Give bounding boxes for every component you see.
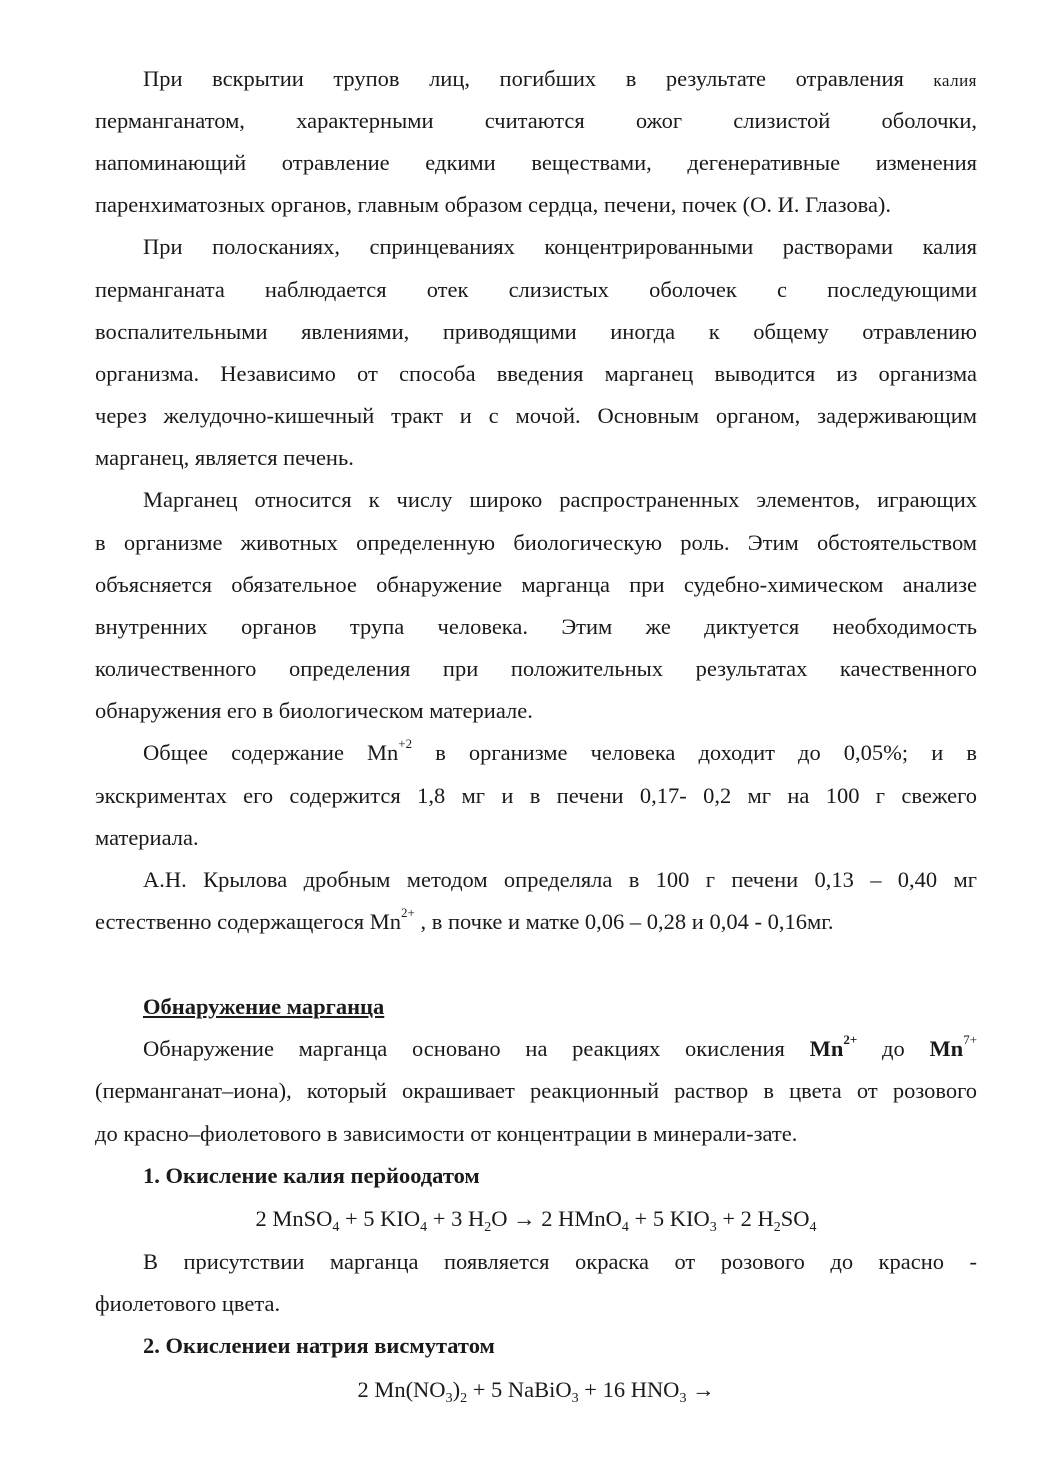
paragraph-4-line-2: экскриментах его содержится 1,8 мг и в печени 0,17- 0,2 мг на 100 г свежего [95, 783, 977, 808]
subsection-title-2: 2. Окислениеи натрия висмутатом [143, 1333, 495, 1358]
paragraph-7-line-1: В присутствии марганца появляется окраска от розового до красно - [143, 1249, 977, 1274]
superscript: 2+ [400, 905, 415, 920]
equation-2: 2 $Mn(NO_3)_2 + 5$ NaBiO$_3$ + 16 $HNO_3$ → [357, 1377, 715, 1406]
paragraph-2-line-5: через желудочно-кишечный тракт и с мочой. Основным органом, задерживающим [95, 403, 977, 428]
paragraph-2-line-1: При полосканиях, спринцеваниях концентрированными растворами калия [143, 234, 977, 259]
paragraph-3-line-3: объясняется обязательное обнаружение марганца при судебно-химическом анализе [95, 572, 977, 597]
section-heading: Обнаружение марганца [143, 994, 385, 1019]
paragraph-3-line-5: количественного определения при положительных результатах качественного [95, 656, 977, 681]
paragraph-5-line-2: естественно содержащегося $Mn^{2+}$ , в почке и матке 0,06 – 0,28 и 0,04 - 0,16мг. [95, 905, 834, 934]
superscript: +2 [398, 736, 413, 751]
subsection-title-1: 1. Окисление калия перйоодатом [143, 1163, 480, 1188]
paragraph-2-line-6: марганец, является печень. [95, 445, 354, 470]
paragraph-6-line-3: до красно–фиолетового в зависимости от концентрации в минерали-зате. [95, 1121, 798, 1146]
paragraph-7-line-2: фиолетового цвета. [95, 1291, 281, 1316]
equation-1: 2 MnSO$_4$ + 5 $KIO_4 + 3$ $H_2O \to 2$ HMnO$_4$ + 5 $KIO_3 + 2$ $H_2SO_4$ [255, 1206, 817, 1235]
mn-ion: $Mn^{7+}$ [929, 1032, 978, 1061]
paragraph-2-line-4: организма. Независимо от способа введения марганец выводится из организма [95, 361, 977, 386]
paragraph-6-line-2: (перманганат–иона), который окрашивает реакционный раствор в цвета от розового [95, 1078, 977, 1103]
mn-ion: $Mn^{2+}$ [809, 1032, 858, 1061]
small-caps-word: калия [933, 71, 978, 90]
paragraph-1-line-2: перманганатом, характерными считаются ожог слизистой оболочки, [95, 108, 977, 133]
paragraph-2-line-3: воспалительными явлениями, приводящими иногда к общему отравлению [95, 319, 977, 344]
paragraph-6-line-1: Обнаружение марганца основано на реакциях окисления $Mn^{2+}$ до $Mn^{7+}$ [143, 1032, 978, 1061]
paragraph-2-line-2: перманганата наблюдается отек слизистых оболочек с последующими [95, 277, 977, 302]
paragraph-4-line-3: материала. [95, 825, 199, 850]
paragraph-3-line-6: обнаружения его в биологическом материале. [95, 698, 533, 723]
paragraph-1-line-1: При вскрытии трупов лиц, погибших в результате отравления калия [143, 66, 978, 91]
paragraph-4-line-1: Общее содержание $Mn^{+2}$ в организме человека доходит до 0,05%; и в [143, 736, 977, 765]
paragraph-3-line-1: Марганец относится к числу широко распространенных элементов, играющих [143, 487, 977, 512]
paragraph-1-line-3: напоминающий отравление едкими веществами, дегенеративные изменения [95, 150, 977, 175]
paragraph-1-line-4: паренхиматозных органов, главным образом сердца, печени, почек (О. И. Глазова). [95, 192, 892, 217]
paragraph-3-line-2: в организме животных определенную биологическую роль. Этим обстоятельством [95, 530, 977, 555]
paragraph-5-line-1: А.Н. Крылова дробным методом определяла в 100 г печени 0,13 – 0,40 мг [143, 867, 977, 892]
paragraph-3-line-4: внутренних органов трупа человека. Этим же диктуется необходимость [95, 614, 977, 639]
